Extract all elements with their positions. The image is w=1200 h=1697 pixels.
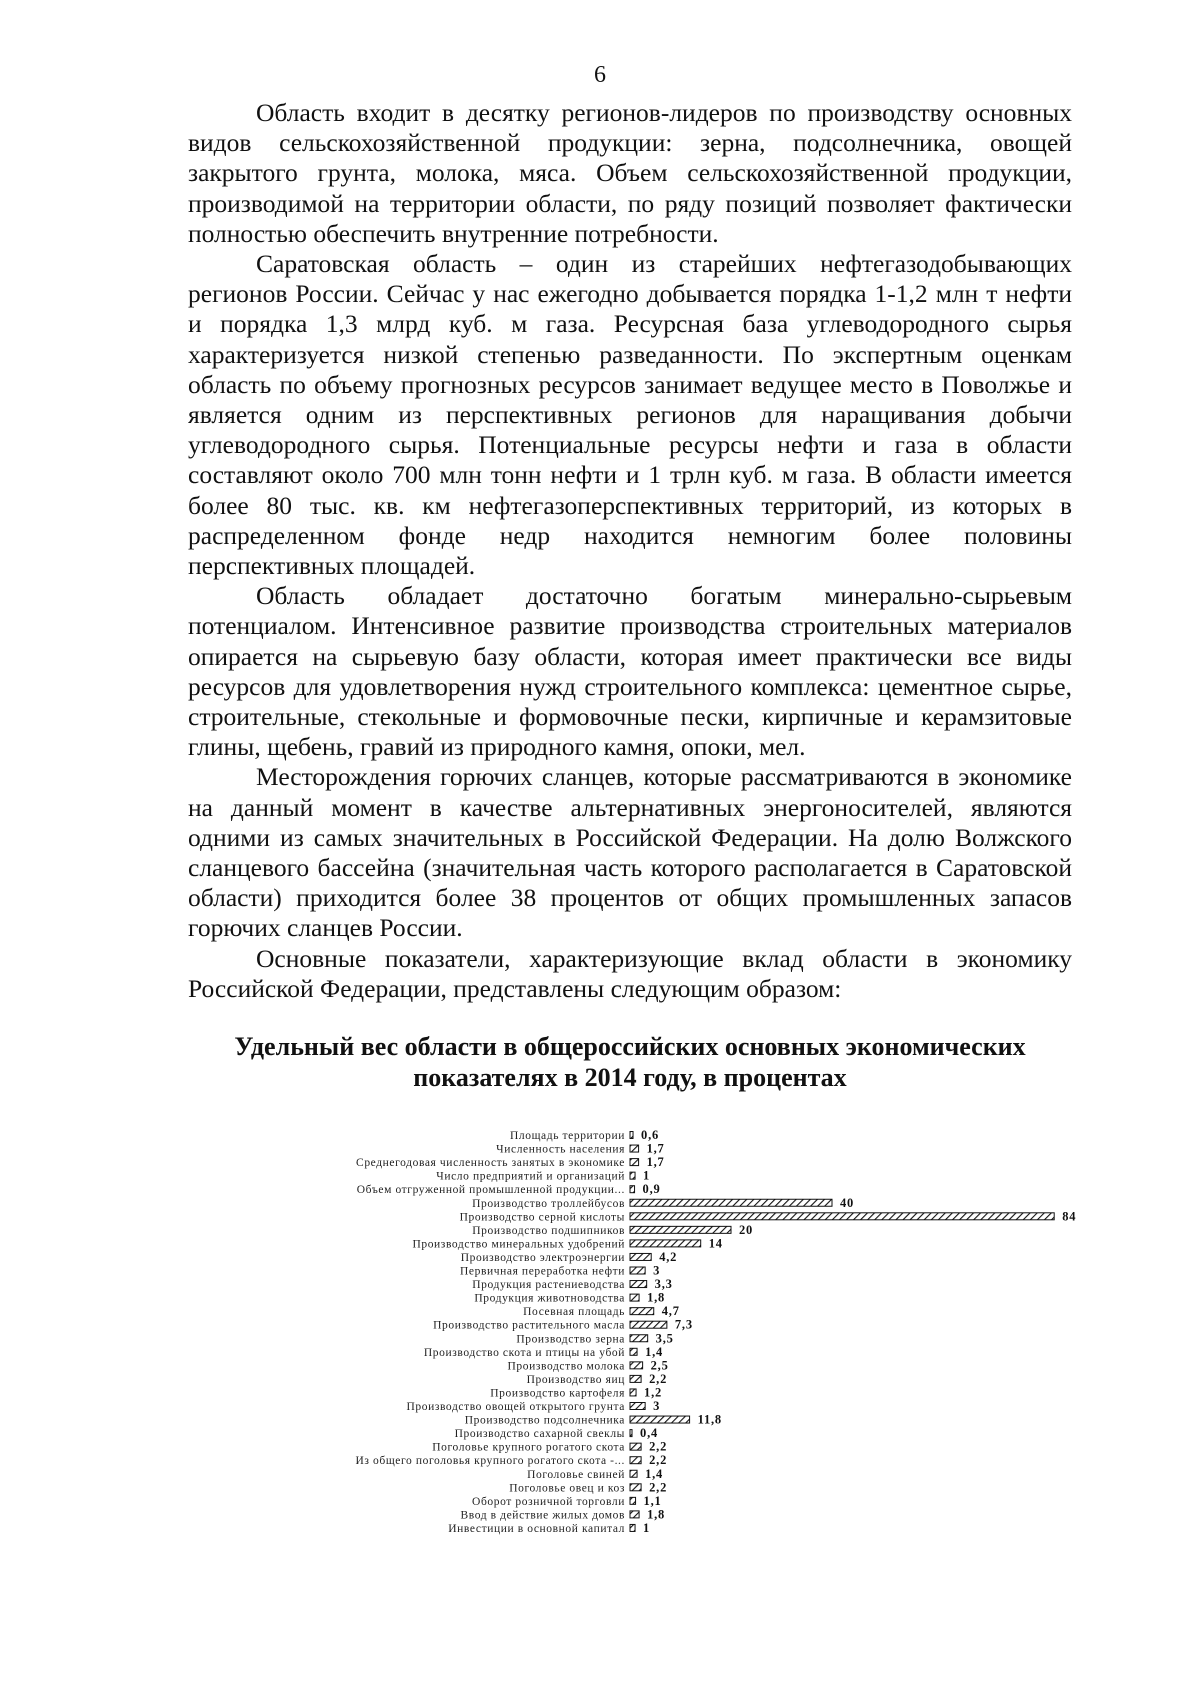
value-label: 4,7 — [661, 1304, 680, 1319]
bar — [630, 1240, 701, 1247]
bar — [630, 1321, 667, 1328]
category-label: Среднегодовая численность занятых в экономике — [356, 1157, 625, 1170]
body-text — [188, 98, 1072, 1004]
value-label: 3 — [653, 1263, 661, 1278]
value-label: 7,3 — [674, 1317, 693, 1332]
value-label: 2,2 — [649, 1371, 668, 1386]
category-label: Производство электроэнергии — [460, 1251, 625, 1264]
category-label: Производство скота и птицы на убой — [423, 1346, 625, 1359]
value-label: 2,2 — [649, 1480, 668, 1495]
value-label: 2,2 — [649, 1453, 668, 1468]
category-label: Численность населения — [496, 1143, 625, 1156]
value-label: 2,2 — [649, 1439, 668, 1454]
bar — [630, 1267, 645, 1274]
bar — [630, 1403, 645, 1410]
category-label: Производство троллейбусов — [472, 1197, 625, 1210]
bar — [630, 1281, 647, 1288]
value-label: 1,4 — [645, 1344, 664, 1359]
value-label: 1 — [643, 1168, 651, 1183]
value-label: 1,1 — [643, 1493, 662, 1508]
bar — [630, 1186, 635, 1193]
category-label: Производство молока — [507, 1360, 625, 1373]
value-label: 3,5 — [655, 1331, 674, 1346]
value-label: 1,4 — [645, 1466, 664, 1481]
bar — [630, 1213, 1054, 1220]
category-label: Инвестиции в основной капитал — [448, 1522, 625, 1535]
value-label: 0,4 — [640, 1426, 659, 1441]
category-label: Производство зерна — [516, 1333, 625, 1346]
bar — [630, 1375, 641, 1382]
bar — [630, 1294, 639, 1301]
paragraph-agriculture: Область входит в десятку регионов-лидеров по производству основных видов сельскохозяйственной продукции: зерна, подсолнечника, овощей закрытого грунта, молока, мяса. Объем сельскохозяйственной продукции, производимой на территории области, по ряду позиций позволяет фактически полностью обеспечить внутренние потребности. — [188, 98, 1072, 248]
bar — [630, 1132, 633, 1139]
paragraph-indicators-intro: Основные показатели, характеризующие вклад области в экономику Российской Федерации, представлены следующим образом: — [188, 943, 1072, 1003]
category-label: Производство растительного масла — [433, 1319, 625, 1332]
category-label: Число предприятий и организаций — [436, 1170, 625, 1183]
value-label: 0,6 — [641, 1128, 660, 1142]
value-label: 4,2 — [659, 1249, 678, 1264]
bar — [630, 1348, 637, 1355]
category-label: Производство серной кислоты — [459, 1211, 625, 1224]
category-label: Производство картофеля — [490, 1387, 625, 1400]
category-label: Площадь территории — [510, 1130, 625, 1142]
value-label: 2,5 — [650, 1358, 669, 1373]
value-label: 11,8 — [697, 1412, 722, 1427]
category-label: Производство сахарной свеклы — [454, 1428, 625, 1441]
category-label: Первичная переработка нефти — [459, 1265, 625, 1278]
bar — [630, 1470, 637, 1477]
bar — [630, 1253, 651, 1260]
category-label: Производство овощей открытого грунта — [406, 1401, 625, 1413]
value-label: 84 — [1062, 1209, 1077, 1224]
category-label: Поголовье крупного рогатого скота — [432, 1441, 625, 1454]
bar — [630, 1416, 690, 1423]
value-label: 20 — [739, 1222, 754, 1237]
bar — [630, 1159, 639, 1166]
value-label: 1,2 — [644, 1385, 663, 1400]
category-label: Оборот розничной торговли — [472, 1495, 625, 1508]
category-label: Объем отгруженной промышленной продукции... — [356, 1184, 625, 1197]
category-label: Поголовье овец и коз — [509, 1482, 625, 1495]
bar — [630, 1389, 636, 1396]
category-label: Из общего поголовья крупного рогатого скота -... — [355, 1455, 625, 1468]
bar — [630, 1511, 639, 1518]
bar-chart — [0, 1125, 1200, 1535]
page-number: 6 — [594, 62, 606, 88]
category-label: Поголовье свиней — [527, 1468, 625, 1481]
category-label: Производство подсолнечника — [464, 1414, 625, 1427]
paragraph-minerals: Область обладает достаточно богатым минерально-сырьевым потенциалом. Интенсивное развитие производства строительных материалов опирается на сырьевую базу области, которая имеет практически все виды ресурсов для удовлетворения нужд строительного комплекса: цементное сырье, строительные, стекольные и формовочные пески, кирпичные и керамзитовые глины, щебень, гравий из природного камня, опоки, мел. — [188, 581, 1072, 762]
bar — [630, 1226, 731, 1233]
category-label: Производство подшипников — [472, 1224, 625, 1237]
value-label: 40 — [840, 1195, 855, 1210]
category-label: Производство минеральных удобрений — [412, 1238, 625, 1251]
value-label: 3 — [653, 1399, 661, 1413]
bar — [630, 1457, 641, 1464]
category-label: Производство яиц — [526, 1373, 625, 1386]
value-label: 1 — [643, 1520, 651, 1535]
value-label: 3,3 — [654, 1277, 673, 1292]
value-label: 1,7 — [646, 1155, 665, 1170]
paragraph-oil-gas: Саратовская область – один из старейших нефтегазодобывающих регионов России. Сейчас у нас ежегодно добывается порядка 1-1,2 млн т нефти и порядка 1,3 млрд куб. м газа. Ресурсная база углеводородного сырья характеризуется низкой степенью разведанности. По экспертным оценкам область по объему прогнозных ресурсов занимает ведущее место в Поволжье и является одним из перспективных регионов для наращивания добычи углеводородного сырья. Потенциальные ресурсы нефти и газа в области составляют около 700 млн тонн нефти и 1 трлн куб. м газа. В области имеется более 80 тыс. кв. км нефтегазоперспективных территорий, из которых в распределенном фонде недр находится немногим более половины перспективных площадей. — [188, 249, 1072, 581]
category-label: Посевная площадь — [523, 1306, 625, 1319]
paragraph-shale: Месторождения горючих сланцев, которые рассматриваются в экономике на данный момент в качестве альтернативных энергоносителей, являются одними из самых значительных в Российской Федерации. На долю Волжского сланцевого бассейна (значительная часть которого располагается в Саратовской области) приходится более 38 процентов от общих промышленных запасов горючих сланцев России. — [188, 762, 1072, 943]
value-label: 1,8 — [647, 1507, 666, 1522]
category-label: Ввод в действие жилых домов — [460, 1509, 625, 1522]
bar — [630, 1362, 643, 1369]
bar — [630, 1524, 635, 1531]
value-label: 1,8 — [647, 1290, 666, 1305]
value-label: 14 — [708, 1236, 723, 1251]
category-label: Продукция растениеводства — [472, 1279, 625, 1292]
bar — [630, 1430, 632, 1437]
category-label: Продукция животноводства — [474, 1292, 625, 1305]
bar — [630, 1443, 641, 1450]
bar — [630, 1172, 635, 1179]
bar — [630, 1497, 636, 1504]
chart-plot-area — [356, 1128, 1077, 1535]
value-label: 1,7 — [646, 1141, 665, 1156]
bar — [630, 1199, 832, 1206]
chart-title: Удельный вес области в общероссийских основных экономических показателях в 2014 году, в процентах — [234, 1032, 1026, 1092]
bar — [630, 1484, 641, 1491]
bar — [630, 1308, 654, 1315]
bar — [630, 1145, 639, 1152]
bar — [630, 1335, 648, 1342]
value-label: 0,9 — [642, 1182, 661, 1197]
